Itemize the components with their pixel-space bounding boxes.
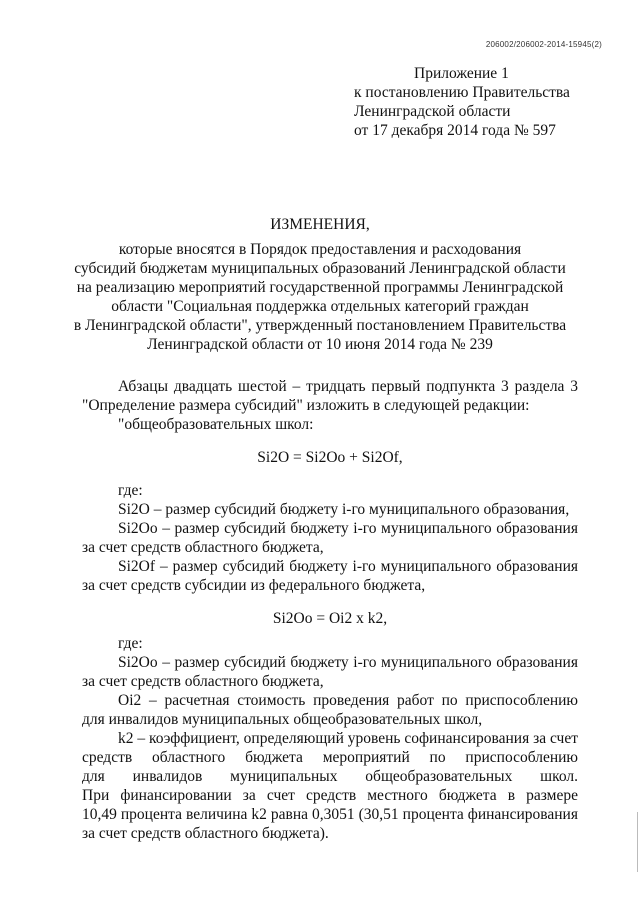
title-line: субсидий бюджетам муниципальных образований Ленинградской области [74,260,566,277]
annex-block [354,64,594,140]
title-line: области "Социальная поддержка отдельных категорий граждан [111,298,529,315]
definition-line: k2 – коэффициент, определяющий уровень софинансирования за счет [118,730,578,747]
definition-line: за счет средств субсидии из федерального бюджета, [82,577,426,594]
document-id: 206002/206002-2014-15945(2) [485,40,602,49]
title-line: на реализацию мероприятий государственной программы Ленинградской [76,279,564,296]
definition-line: При финансировании за счет средств местного бюджета в размере [82,787,578,804]
definition-line: за счет средств областного бюджета, [82,673,324,690]
title-line: в Ленинградской области", утвержденный постановлением Правительства [73,317,567,334]
definition-line: 10,49 процента величина k2 равна 0,3051 (30,51 процента финансирования [82,806,578,823]
annex-line: Приложение 1 [414,65,509,82]
definition-line: Si2O – размер субсидий бюджету i-го муниципального образования, [118,501,570,518]
definition-line: Si2Oo – размер субсидий бюджету i-го муниципального образования [118,520,578,537]
definition-line: Si2Of – размер субсидий бюджету i-го муниципального образования [118,558,578,575]
intro-line: "Определение размера субсидий" изложить в следующей редакции: [82,397,530,414]
formula: Si2O = Si2Oo + Si2Of, [257,449,403,466]
scan-edge-mark [637,812,638,872]
definition-line: за счет средств областного бюджета, [82,539,324,556]
definition-line: Oi2 – расчетная стоимость проведения работ по приспособлению [118,692,578,709]
annex-line: Ленинградской области [354,103,511,120]
definition-line: средств областного бюджета мероприятий по приспособлению [82,749,578,766]
intro-line: "общеобразовательных школ: [118,416,314,433]
title-line: Ленинградской области от 10 июня 2014 года № 239 [147,336,493,353]
document-body [82,377,578,843]
definition-line: для инвалидов муниципальных общеобразовательных школ, [82,711,483,728]
definition-line: Si2Oo – размер субсидий бюджету i-го муниципального образования [118,654,578,671]
document-title [40,215,600,354]
where-label: где: [118,482,143,499]
where-label: где: [118,635,143,652]
annex-line: к постановлению Правительства [354,84,570,101]
annex-line: от 17 декабря 2014 года № 597 [354,122,556,139]
title-line: которые вносятся в Порядок предоставления и расходования [118,241,522,258]
title-heading: ИЗМЕНЕНИЯ, [270,216,370,233]
definition-line: для инвалидов муниципальных общеобразовательных школ. [82,768,578,785]
formula: Si2Oo = Oi2 x k2, [272,610,388,627]
intro-line: Абзацы двадцать шестой – тридцать первый подпункта 3 раздела 3 [118,378,578,395]
definition-line: за счет средств областного бюджета). [82,825,329,842]
